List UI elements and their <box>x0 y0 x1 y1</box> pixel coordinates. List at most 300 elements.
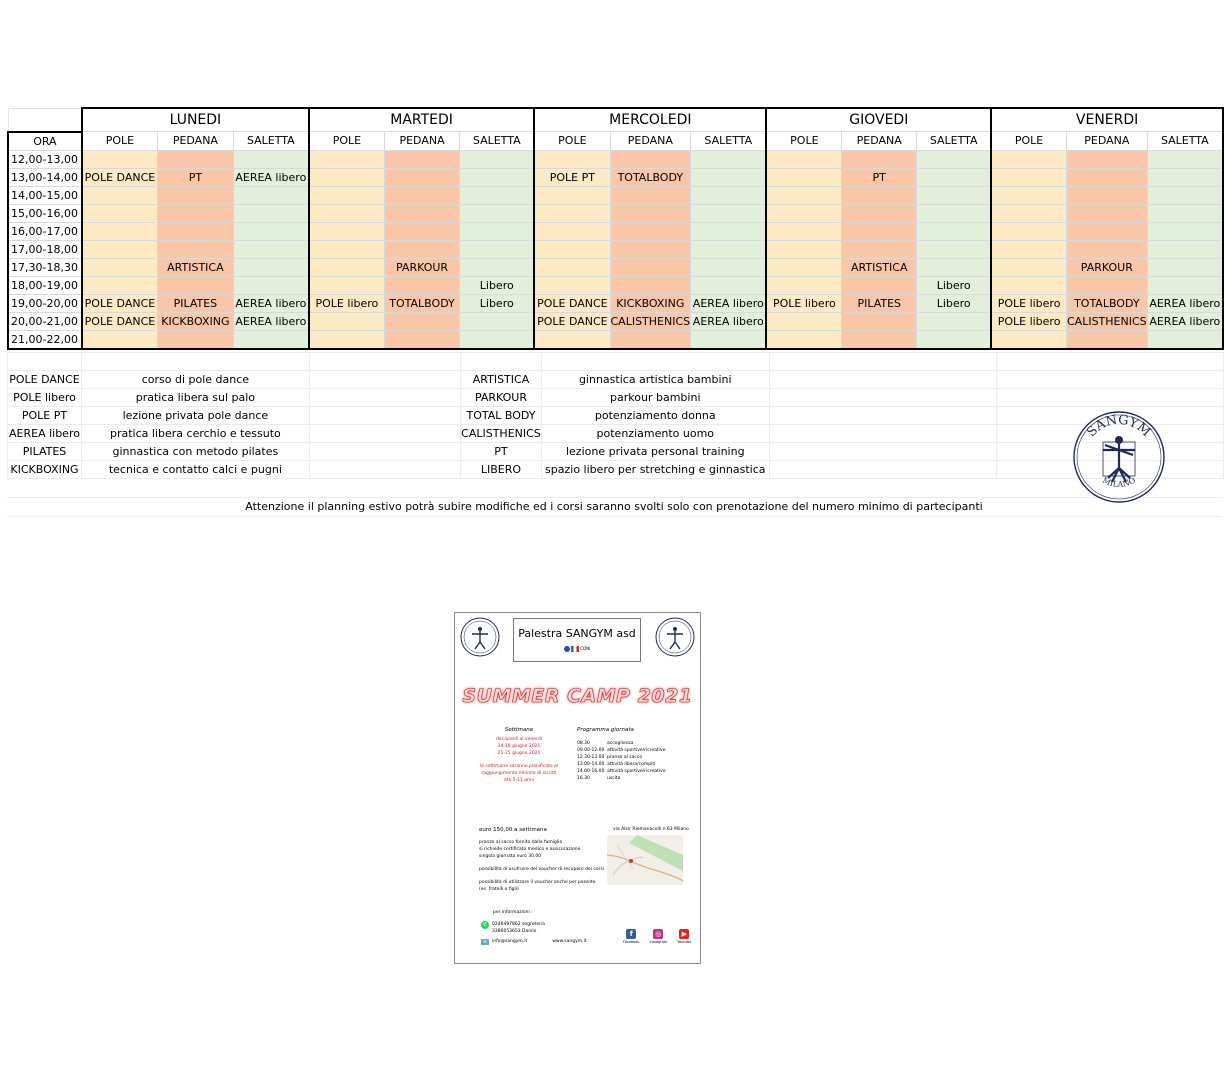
poster-line: le settimane saranno pianificate al <box>479 764 559 769</box>
schedule-cell <box>842 222 917 240</box>
schedule-cell <box>460 240 534 258</box>
poster-line: 21-25 giugno 2021 <box>497 751 541 756</box>
legend-desc: lezione privata pole dance <box>81 407 309 425</box>
schedule-cell <box>309 222 384 240</box>
schedule-cell <box>917 204 991 222</box>
schedule-cell <box>917 258 991 276</box>
poster-line: 14-18 giugno 2021 <box>497 744 541 749</box>
poster-line: singola giornata euro 30,00 <box>479 854 542 859</box>
weeks-block <box>471 727 567 784</box>
schedule-cell: POLE libero <box>991 312 1066 330</box>
schedule-cell: AEREA libero <box>233 168 309 186</box>
schedule-cell <box>991 204 1066 222</box>
coni-label: CONI <box>580 646 591 651</box>
schedule-cell: POLE libero <box>766 294 841 312</box>
schedule-cell <box>691 330 767 349</box>
schedule-cell <box>917 222 991 240</box>
schedule-cell <box>460 204 534 222</box>
schedule-cell <box>991 258 1066 276</box>
schedule-cell <box>1147 240 1223 258</box>
camp-title: SUMMER CAMP 2021 <box>462 685 693 707</box>
legend-term: ARTISTICA <box>461 371 542 389</box>
legend-desc: pratica libera cerchio e tessuto <box>81 425 309 443</box>
schedule-cell: KICKBOXING <box>158 312 234 330</box>
legend-spacer <box>309 461 460 479</box>
schedule-cell <box>691 186 767 204</box>
time-slot-row <box>8 330 1223 349</box>
schedule-cell <box>460 258 534 276</box>
time-cell: 16,00-17,00 <box>8 222 82 240</box>
program-time: 09.00-12.00 <box>577 748 605 753</box>
schedule-cell <box>384 204 459 222</box>
schedule-cell <box>691 276 767 294</box>
schedule-cell <box>82 258 158 276</box>
day-header-row <box>8 108 1223 132</box>
schedule-cell <box>460 168 534 186</box>
schedule-cell <box>233 258 309 276</box>
schedule-cell: POLE PT <box>534 168 610 186</box>
legend-row <box>8 371 1224 389</box>
schedule-cell <box>309 330 384 349</box>
legend-term: PILATES <box>8 443 82 461</box>
schedule-cell <box>1147 276 1223 294</box>
program-item <box>577 740 695 747</box>
schedule-cell: AEREA libero <box>1147 294 1223 312</box>
schedule-cell <box>534 276 610 294</box>
schedule-cell <box>309 204 384 222</box>
schedule-cell <box>1147 186 1223 204</box>
legend-term: TOTAL BODY <box>461 407 542 425</box>
time-slot-row <box>8 204 1223 222</box>
contact-block <box>481 921 587 945</box>
schedule-cell <box>233 330 309 349</box>
schedule-cell <box>82 276 158 294</box>
schedule-cell <box>1067 186 1148 204</box>
schedule-cell <box>1067 168 1148 186</box>
schedule-cell <box>158 150 234 168</box>
time-cell: 15,00-16,00 <box>8 204 82 222</box>
schedule-cell <box>1147 258 1223 276</box>
schedule-cell <box>158 204 234 222</box>
legend-spacer <box>81 353 309 371</box>
room-header-pedana: PEDANA <box>842 132 917 151</box>
room-header-saletta: SALETTA <box>460 132 534 151</box>
poster-line: (es. fratelli o figli) <box>479 887 519 892</box>
schedule-cell <box>233 276 309 294</box>
schedule-cell <box>384 240 459 258</box>
schedule-cell <box>610 204 691 222</box>
whatsapp-icon: ✆ <box>482 922 488 928</box>
schedule-cell <box>309 240 384 258</box>
time-slot-row <box>8 294 1223 312</box>
room-header-pedana: PEDANA <box>1067 132 1148 151</box>
room-header-saletta: SALETTA <box>917 132 991 151</box>
svg-text:SANGYM <box>1084 413 1153 440</box>
legend-spacer <box>769 353 996 371</box>
schedule-cell <box>991 240 1066 258</box>
schedule-cell <box>534 240 610 258</box>
schedule-cell <box>1067 276 1148 294</box>
voucher-1: possibilità di usufruire del voucher di recupero dei corsi <box>479 867 605 872</box>
schedule-cell <box>610 240 691 258</box>
schedule-cell <box>1067 330 1148 349</box>
schedule-cell <box>384 312 459 330</box>
legend-spacer <box>996 389 1223 407</box>
legend-spacer <box>309 353 460 371</box>
schedule-cell <box>1067 240 1148 258</box>
day-header-mercoledi: MERCOLEDI <box>534 108 766 132</box>
room-header-saletta: SALETTA <box>233 132 309 151</box>
time-cell: 19,00-20,00 <box>8 294 82 312</box>
schedule-cell <box>610 276 691 294</box>
schedule-cell <box>691 258 767 276</box>
time-cell: 18,00-19,00 <box>8 276 82 294</box>
schedule-cell: POLE DANCE <box>82 294 158 312</box>
schedule-cell <box>460 312 534 330</box>
schedule-cell <box>766 204 841 222</box>
social-link[interactable] <box>677 929 691 946</box>
schedule-cell <box>766 186 841 204</box>
schedule-cell <box>158 240 234 258</box>
schedule-cell <box>691 204 767 222</box>
schedule-cell <box>766 312 841 330</box>
program-heading: Programma giornata <box>577 727 634 733</box>
price-text: euro 150,00 a settimana <box>479 827 547 833</box>
schedule-cell <box>158 186 234 204</box>
weeks-heading: Settimane <box>504 727 534 733</box>
room-header-pole: POLE <box>82 132 158 151</box>
social-label: Instagram <box>649 940 668 944</box>
program-activity: pranzo al sacco <box>607 755 643 760</box>
schedule-cell <box>1147 222 1223 240</box>
schedule-cell: Libero <box>917 276 991 294</box>
legend-row <box>8 389 1224 407</box>
schedule-cell <box>766 330 841 349</box>
weekly-schedule-table <box>7 107 1224 350</box>
email-icon: ✉ <box>481 939 489 945</box>
legend-term: KICKBOXING <box>8 461 82 479</box>
schedule-cell <box>917 168 991 186</box>
schedule-cell <box>82 330 158 349</box>
schedule-cell <box>917 330 991 349</box>
schedule-cell <box>82 240 158 258</box>
legend-spacer <box>309 407 460 425</box>
room-header-saletta: SALETTA <box>691 132 767 151</box>
program-item <box>577 768 695 775</box>
schedule-cell <box>534 258 610 276</box>
schedule-cell: Libero <box>460 294 534 312</box>
legend-spacer-row <box>8 353 1224 371</box>
poster-line: pranzo al sacco fornito dalla famiglia <box>479 840 563 845</box>
legend-spacer <box>309 371 460 389</box>
legend-row <box>8 461 1224 479</box>
legend-table <box>7 352 1224 479</box>
legend-term: LIBERO <box>461 461 542 479</box>
schedule-cell <box>233 204 309 222</box>
room-header-pole: POLE <box>991 132 1066 151</box>
schedule-cell <box>691 240 767 258</box>
legend-term: PT <box>461 443 542 461</box>
schedule-cell <box>158 222 234 240</box>
contact-heading: per informazioni : <box>493 910 533 915</box>
schedule-cell <box>82 222 158 240</box>
schedule-cell: TOTALBODY <box>610 168 691 186</box>
legend-spacer <box>309 425 460 443</box>
website-text[interactable]: www.sangym.it <box>552 939 587 944</box>
poster-title-box <box>513 618 641 662</box>
schedule-cell <box>991 330 1066 349</box>
schedule-cell: KICKBOXING <box>610 294 691 312</box>
sangym-logo <box>1072 410 1166 504</box>
youtube-icon[interactable]: ▶ <box>679 929 689 939</box>
poster-line: 0246497862 segreteria <box>492 922 545 927</box>
schedule-cell <box>766 240 841 258</box>
legend-desc: parkour bambini <box>541 389 769 407</box>
schedule-cell <box>534 186 610 204</box>
instagram-icon[interactable]: ◎ <box>655 930 662 938</box>
program-time: 12.30-13.00 <box>577 755 605 760</box>
price-block <box>479 827 604 893</box>
schedule-cell: POLE DANCE <box>82 312 158 330</box>
schedule-cell <box>309 168 384 186</box>
legend-spacer <box>461 353 542 371</box>
room-header-pedana: PEDANA <box>384 132 459 151</box>
schedule-cell <box>610 258 691 276</box>
notice-text: Attenzione il planning estivo potrà subire modifiche ed i corsi saranno svolti solo con prenotazione del numero minimo di partecipanti <box>7 497 1221 517</box>
room-header-saletta: SALETTA <box>1147 132 1223 151</box>
day-header-venerdi: VENERDI <box>991 108 1223 132</box>
legend-spacer <box>769 425 996 443</box>
legend-row <box>8 407 1224 425</box>
logo-top-text: SANGYM <box>1084 412 1154 441</box>
schedule-cell <box>82 150 158 168</box>
schedule-cell <box>917 186 991 204</box>
schedule-cell <box>842 150 917 168</box>
legend-desc: lezione privata personal training <box>541 443 769 461</box>
time-slot-row <box>8 240 1223 258</box>
schedule-cell <box>460 330 534 349</box>
schedule-cell <box>384 186 459 204</box>
schedule-cell <box>82 204 158 222</box>
ora-header: ORA <box>8 132 82 151</box>
program-time: 08.30 <box>577 741 590 746</box>
schedule-cell <box>384 168 459 186</box>
schedule-cell <box>384 150 459 168</box>
schedule-cell: PT <box>158 168 234 186</box>
time-slot-row <box>8 186 1223 204</box>
legend-desc: corso di pole dance <box>81 371 309 389</box>
schedule-cell: POLE DANCE <box>82 168 158 186</box>
program-activity: uscita <box>607 776 621 781</box>
legend-row <box>8 443 1224 461</box>
program-item <box>577 761 695 768</box>
time-cell: 14,00-15,00 <box>8 186 82 204</box>
legend-spacer <box>309 389 460 407</box>
schedule-cell <box>842 312 917 330</box>
corner-cell <box>8 108 82 132</box>
time-cell: 12,00-13,00 <box>8 150 82 168</box>
legend-term: PARKOUR <box>461 389 542 407</box>
program-item <box>577 775 695 782</box>
location-map <box>607 835 683 885</box>
italy-flag-icon <box>571 646 579 652</box>
day-header-martedi: MARTEDI <box>309 108 534 132</box>
facebook-icon[interactable]: f <box>626 929 636 939</box>
schedule-cell <box>917 312 991 330</box>
schedule-cell <box>1067 150 1148 168</box>
social-link[interactable] <box>623 929 639 946</box>
legend-desc: potenziamento donna <box>541 407 769 425</box>
schedule-cell <box>384 330 459 349</box>
schedule-cell <box>233 186 309 204</box>
schedule-cell: TOTALBODY <box>384 294 459 312</box>
schedule-cell: Libero <box>460 276 534 294</box>
schedule-cell: PILATES <box>842 294 917 312</box>
schedule-cell <box>991 222 1066 240</box>
legend-spacer <box>8 353 82 371</box>
schedule-cell <box>460 186 534 204</box>
room-header-row <box>8 132 1223 151</box>
schedule-cell: CALISTHENICS <box>610 312 691 330</box>
schedule-cell <box>991 186 1066 204</box>
address-text: via Alzir Riemanacolli n 63 Milano <box>613 827 689 832</box>
schedule-cell <box>233 240 309 258</box>
schedule-cell: ARTISTICA <box>842 258 917 276</box>
schedule-cell: AEREA libero <box>691 312 767 330</box>
schedule-cell <box>691 222 767 240</box>
schedule-cell: PARKOUR <box>1067 258 1148 276</box>
schedule-cell <box>82 186 158 204</box>
schedule-cell: AEREA libero <box>233 294 309 312</box>
schedule-cell <box>158 276 234 294</box>
schedule-cell <box>384 276 459 294</box>
legend-spacer <box>309 443 460 461</box>
program-activity: accoglienza <box>607 741 634 746</box>
schedule-cell <box>309 258 384 276</box>
program-item <box>577 754 695 761</box>
social-label: Facebook <box>623 940 640 944</box>
poster-line: raggiungimento minimo di iscritti <box>481 771 557 776</box>
summer-camp-poster <box>454 612 701 964</box>
schedule-cell: POLE libero <box>309 294 384 312</box>
poster-line: si richiede certificato medico e assicurazione <box>479 847 581 852</box>
room-header-pedana: PEDANA <box>158 132 234 151</box>
schedule-cell <box>233 150 309 168</box>
schedule-cell <box>991 276 1066 294</box>
social-link[interactable] <box>649 929 667 946</box>
schedule-cell: PT <box>842 168 917 186</box>
schedule-cell: POLE DANCE <box>534 312 610 330</box>
schedule-cell <box>309 312 384 330</box>
schedule-cell <box>1067 204 1148 222</box>
legend-desc: potenziamento uomo <box>541 425 769 443</box>
day-header-lunedi: LUNEDI <box>82 108 309 132</box>
time-slot-row <box>8 222 1223 240</box>
room-header-pole: POLE <box>309 132 384 151</box>
schedule-cell <box>384 222 459 240</box>
schedule-cell <box>1147 168 1223 186</box>
schedule-cell <box>691 168 767 186</box>
schedule-cell <box>534 150 610 168</box>
time-cell: 17,00-18,00 <box>8 240 82 258</box>
schedule-cell <box>309 186 384 204</box>
schedule-cell <box>991 168 1066 186</box>
time-cell: 21,00-22,00 <box>8 330 82 349</box>
schedule-cell <box>460 222 534 240</box>
poster-line: età 5-11 anni <box>503 778 535 783</box>
legend-row <box>8 425 1224 443</box>
time-slot-row <box>8 276 1223 294</box>
legend-spacer <box>996 371 1223 389</box>
schedule-cell: PARKOUR <box>384 258 459 276</box>
legend-spacer <box>769 461 996 479</box>
schedule-cell <box>610 330 691 349</box>
legend-spacer <box>769 389 996 407</box>
schedule-cell <box>842 330 917 349</box>
email-text[interactable]: info@sangym.it <box>492 939 528 944</box>
program-item <box>577 747 695 754</box>
schedule-cell <box>766 258 841 276</box>
legend-spacer <box>769 443 996 461</box>
time-cell: 17,30-18,30 <box>8 258 82 276</box>
schedule-cell: AEREA libero <box>691 294 767 312</box>
social-links <box>623 929 691 946</box>
time-slot-row <box>8 312 1223 330</box>
legend-desc: ginnastica artistica bambini <box>541 371 769 389</box>
legend-spacer <box>769 407 996 425</box>
social-label: Youtube <box>677 940 692 944</box>
day-header-giovedi: GIOVEDI <box>766 108 991 132</box>
time-slot-row <box>8 258 1223 276</box>
time-cell: 20,00-21,00 <box>8 312 82 330</box>
time-slot-row <box>8 150 1223 168</box>
schedule-cell: ARTISTICA <box>158 258 234 276</box>
schedule-cell <box>917 240 991 258</box>
schedule-cell <box>460 150 534 168</box>
schedule-cell <box>309 276 384 294</box>
schedule-cell <box>309 150 384 168</box>
legend-spacer <box>541 353 769 371</box>
legend-term: POLE DANCE <box>8 371 82 389</box>
program-time: 14.00-16.00 <box>577 769 605 774</box>
schedule-cell: POLE DANCE <box>534 294 610 312</box>
legend-term: POLE libero <box>8 389 82 407</box>
legend-desc: pratica libera sul palo <box>81 389 309 407</box>
program-time: 16.30 <box>577 776 590 781</box>
schedule-cell <box>1067 222 1148 240</box>
schedule-cell <box>917 150 991 168</box>
schedule-cell <box>610 222 691 240</box>
poster-line: possibilità di utilizzare il voucher anche per parente <box>479 880 596 885</box>
schedule-cell <box>766 168 841 186</box>
legend-spacer <box>769 371 996 389</box>
coni-badge-icon <box>564 646 570 652</box>
legend-spacer <box>996 353 1223 371</box>
poster-line: dal lunedì al venerdì <box>496 737 542 742</box>
schedule-cell: TOTALBODY <box>1067 294 1148 312</box>
logo-bottom-text: MILANO <box>1100 475 1138 490</box>
program-activity: attività libera/compiti <box>607 762 656 767</box>
program-activity: attività sportive/ricreative <box>607 748 666 753</box>
schedule-cell <box>534 204 610 222</box>
poster-logo-left <box>460 617 500 657</box>
schedule-cell: POLE libero <box>991 294 1066 312</box>
legend-desc: ginnastica con metodo pilates <box>81 443 309 461</box>
schedule-cell: CALISTHENICS <box>1067 312 1148 330</box>
schedule-cell <box>991 150 1066 168</box>
poster-line: 3386053653 Danilo <box>492 929 537 934</box>
legend-term: AEREA libero <box>8 425 82 443</box>
